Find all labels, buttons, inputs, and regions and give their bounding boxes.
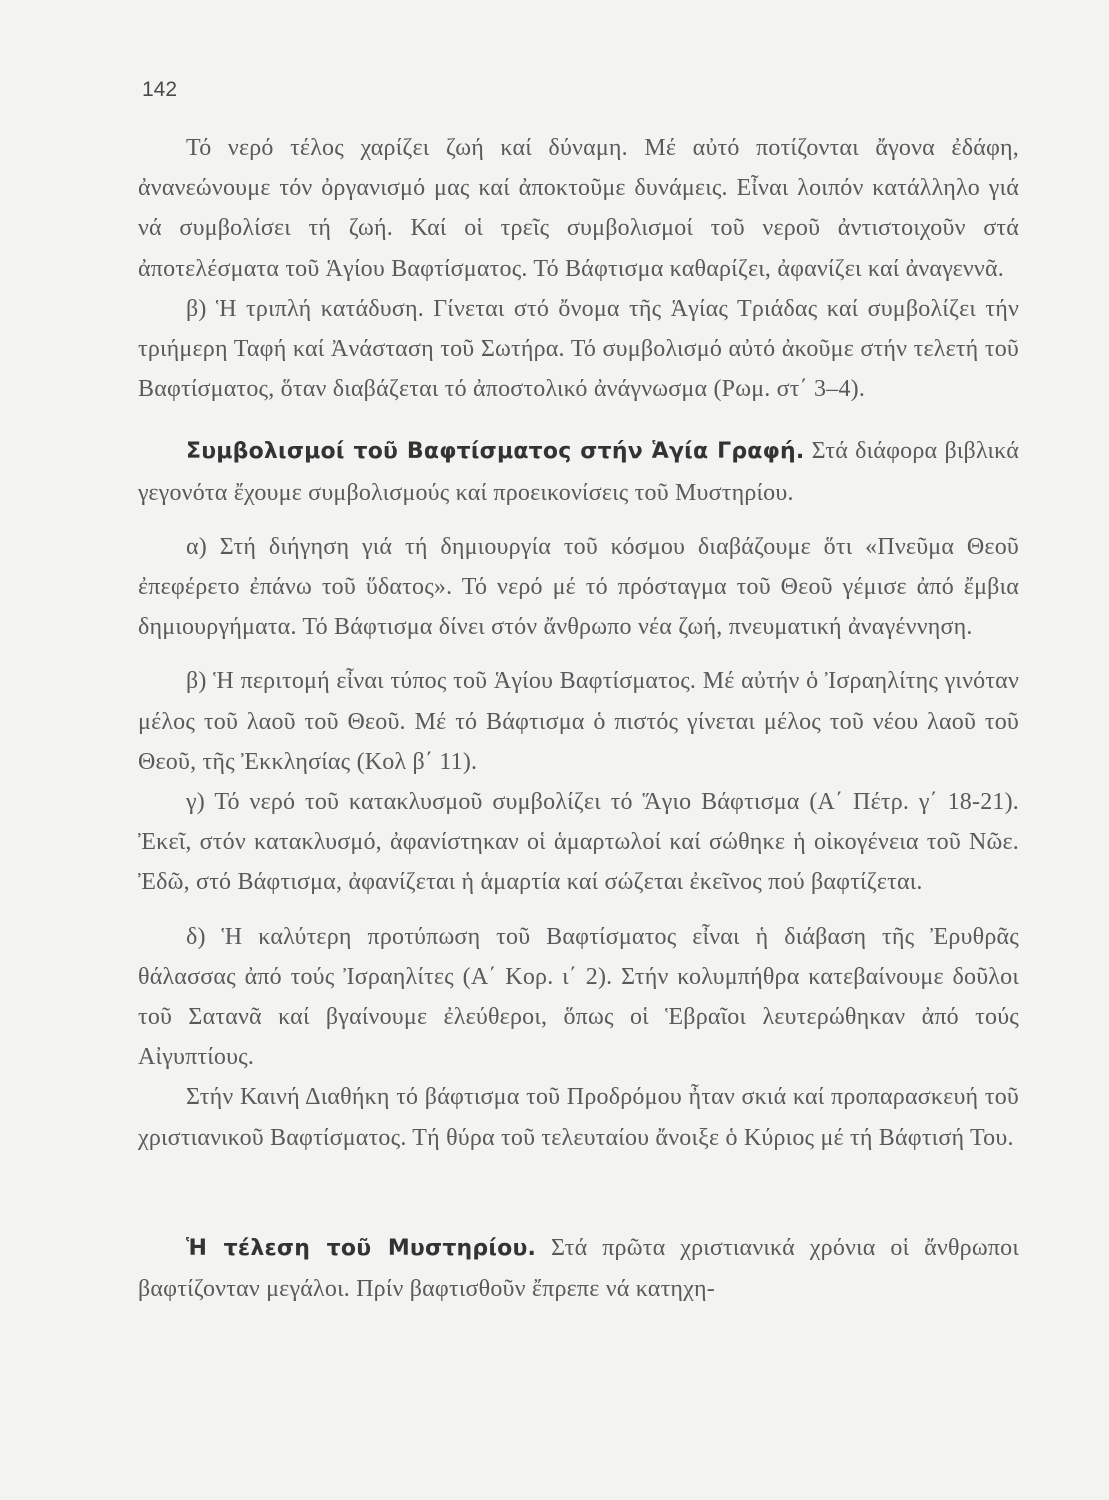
paragraph-new-testament: Στήν Καινή Διαθήκη τό βάφτισμα τοῦ Προδρόμου ἦταν σκιά καί προπαρασκευή τοῦ χριστιανικοῦ Βαφτίσματος. Τή θύρα τοῦ τελευταίου ἄνοιξε ὁ Κύριος μέ τή Βάφτισή Του. [138,1084,1019,1151]
paragraph-water-gives-life: Τό νερό τέλος χαρίζει ζωή καί δύναμη. Μέ αὐτό ποτίζονται ἄγονα ἐδάφη, ἀνανεώνουμε τόν ὀργανισμό μας καί ἀποκτοῦμε δυνάμεις. Εἶναι λοιπόν κατάλληλο γιά νά συμβολίσει τή ζωή. Καί οἱ τρεῖς συμβολισμοί τοῦ νεροῦ ἀντιστοιχοῦν στά ἀποτελέσματα τοῦ Ἁγίου Βαφτίσματος. Τό Βάφτισμα καθαρίζει, ἀφανίζει καί ἀναγεννᾶ. [138,135,1019,282]
paragraph-symbolisms-scripture [138,431,1019,512]
paragraph-circumcision: β) Ἡ περιτομή εἶναι τύπος τοῦ Ἁγίου Βαφτίσματος. Μέ αὐτήν ὁ Ἰσραηλίτης γινόταν μέλος τοῦ λαοῦ τοῦ Θεοῦ. Μέ τό Βάφτισμα ὁ πιστός γίνεται μέλος τοῦ νέου λαοῦ τοῦ Θεοῦ, τῆς Ἐκκλησίας (Κολ β΄ 11). [138,668,1019,775]
section-text-celebration: Στά πρῶτα χριστιανικά χρόνια οἱ ἄνθρωποι βαφτίζονταν μεγάλοι. Πρίν βαφτισθοῦν ἔπρεπε νά κατηχη- [138,1234,1020,1303]
paragraph-creation: α) Στή διήγηση γιά τή δημιουργία τοῦ κόσμου διαβάζουμε ὅτι «Πνεῦμα Θεοῦ ἐπεφέρετο ἐπάνω τοῦ ὕδατος». Τό νερό μέ τό πρόσταγμα τοῦ Θεοῦ γέμισε ἀπό ἔμβια δημιουργήματα. Τό Βάφτισμα δίνει στόν ἄνθρωπο νέα ζωή, πνευματική ἀναγέννηση. [138,533,1019,641]
paragraph-triple-immersion: β) Ἡ τριπλή κατάδυση. Γίνεται στό ὄνομα τῆς Ἁγίας Τριάδας καί συμβολίζει τήν τριήμερη Ταφή καί Ἀνάσταση τοῦ Σωτήρα. Τό συμβολισμό αὐτό ἀκοῦμε στήν τελετή τοῦ Βαφτίσματος, ὅταν διαβάζεται τό ἀποστολικό ἀνάγνωσμα (Ρωμ. στ΄ 3–4). [138,295,1019,403]
section-heading-celebration: Ἡ τέλεση τοῦ Μυστηρίου. [186,1235,537,1261]
paragraph-flood: γ) Τό νερό τοῦ κατακλυσμοῦ συμβολίζει τό Ἅγιο Βάφτισμα (Α΄ Πέτρ. γ΄ 18-21). Ἐκεῖ, στόν κατακλυσμό, ἀφανίστηκαν οἱ ἁμαρτωλοί καί σώθηκε ἡ οἰκογένεια τοῦ Νῶε. Ἐδῶ, στό Βάφτισμα, ἀφανίζεται ἡ ἁμαρτία καί σώζεται ἐκεῖνος πού βαφτίζεται. [138,789,1019,896]
section-heading-symbolisms: Συμβολισμοί τοῦ Βαφτίσματος στήν Ἁγία Γραφή. [186,439,805,465]
paragraph-red-sea: δ) Ἡ καλύτερη προτύπωση τοῦ Βαφτίσματος εἶναι ἡ διάβαση τῆς Ἐρυθρᾶς θάλασσας ἀπό τούς Ἰσραηλίτες (Α΄ Κορ. ι΄ 2). Στήν κολυμπήθρα κατεβαίνουμε δοῦλοι τοῦ Σατανᾶ καί βγαίνουμε ἐλεύθεροι, ὅπως οἱ Ἑβραῖοι λευτερώθηκαν ἀπό τούς Αἰγυπτίους. [138,923,1019,1071]
page-number: 142 [142,78,178,101]
paragraph-celebration [138,1228,1019,1309]
section-text-symbolisms: Στά διάφορα βιβλικά γεγονότα ἔχουμε συμβολισμούς καί προεικονίσεις τοῦ Μυστηρίου. [138,438,1020,506]
